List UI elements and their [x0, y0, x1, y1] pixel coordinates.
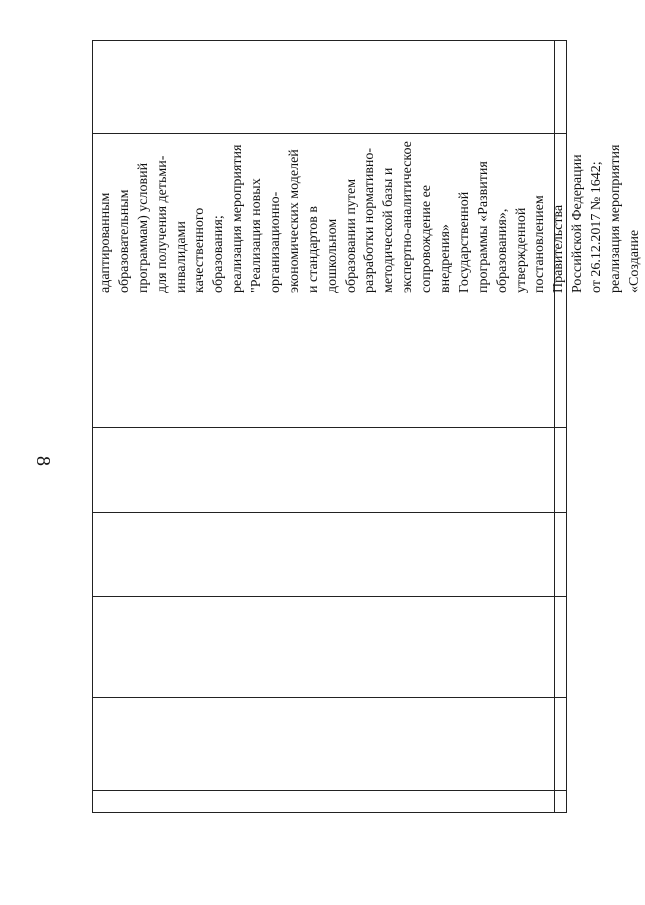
cell-text-line: инвалидами: [173, 221, 189, 293]
cell-text-line: образования;: [211, 215, 227, 293]
cell-text-line: программам) условий: [135, 162, 151, 293]
cell-text-line: организационно-: [268, 191, 284, 293]
cell-text-line: для получения детьми-: [154, 155, 170, 293]
row-divider-2: [93, 427, 566, 428]
cell-text-line: экспертно-аналитическое: [400, 141, 416, 293]
row-divider-3: [93, 512, 566, 513]
cell-text-line: «Создание: [626, 229, 642, 293]
cell-text-line: утвержденной: [513, 207, 529, 293]
row-divider-4: [93, 596, 566, 597]
cell-text-line: реализация мероприятия: [230, 144, 246, 293]
cell-text-line: разработки нормативно-: [362, 147, 378, 293]
row-divider-6: [93, 790, 566, 791]
cell-text-line: от 26.12.2017 № 1642;: [589, 161, 605, 293]
cell-text-line: Государственной: [456, 191, 472, 293]
page-number: 8: [32, 456, 54, 466]
table-cell-text: [97, 133, 645, 293]
cell-text-line: программы «Развития: [475, 161, 491, 293]
cell-text-line: сопровождение ее: [419, 184, 435, 293]
cell-text-line: методической базы и: [381, 167, 397, 293]
cell-text-line: дошкольном: [324, 218, 340, 293]
row-divider-5: [93, 697, 566, 698]
cell-text-line: образовательным: [116, 189, 132, 293]
cell-text-line: Правительства: [551, 204, 567, 293]
cell-text-line: "Реализация новых: [249, 178, 265, 293]
cell-text-line: внедрения»: [438, 224, 454, 293]
cell-text-line: Российской Федерации: [570, 154, 586, 293]
cell-text-line: реализация мероприятия: [608, 144, 624, 293]
cell-text-line: и стандартов в: [305, 205, 321, 293]
cell-text-line: образовании путем: [343, 178, 359, 293]
cell-text-line: образования»,: [494, 208, 510, 293]
cell-text-line: качественного: [192, 207, 208, 293]
cell-text-line: постановлением: [532, 195, 548, 293]
cell-text-line: адаптированным: [98, 192, 113, 293]
cell-text-line: экономических моделей: [286, 149, 302, 293]
